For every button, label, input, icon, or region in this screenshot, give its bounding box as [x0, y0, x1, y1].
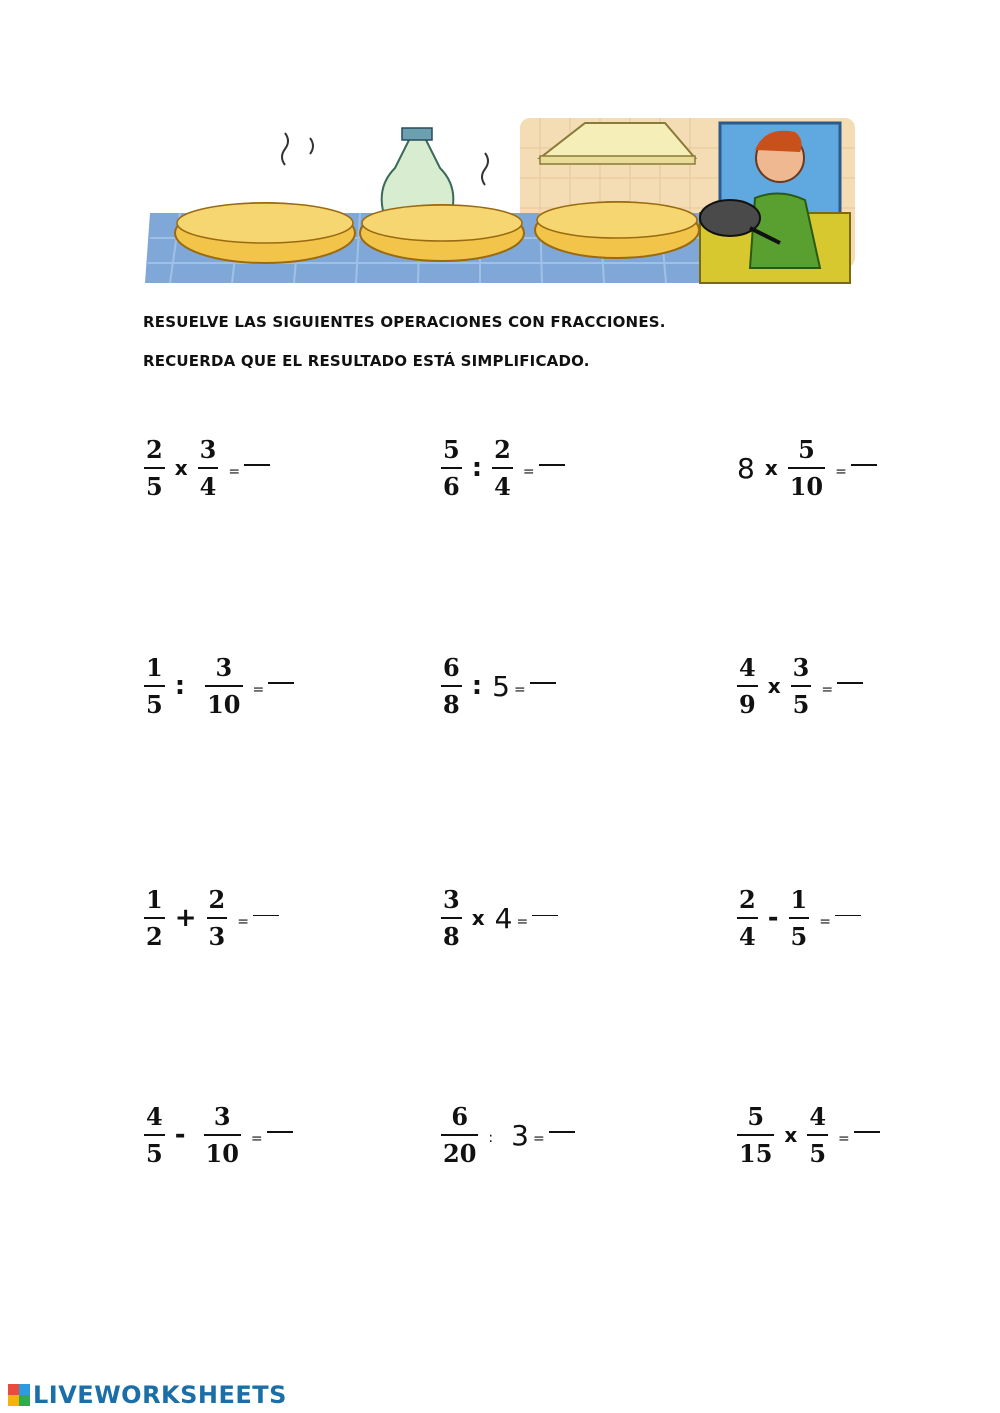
answer-line[interactable] — [532, 915, 558, 916]
fraction-b: $\frac{2}{4}$ — [494, 434, 511, 501]
answer-line[interactable] — [267, 1131, 293, 1133]
fraction-a: $\frac{5}{15}$ — [739, 1101, 773, 1168]
equals-sign: = — [513, 682, 526, 698]
fraction-a: $\frac{6}{20}$ — [443, 1101, 477, 1168]
fraction-a: $\frac{6}{8}$ — [443, 652, 460, 719]
whole-number: 4 — [494, 901, 513, 935]
operator: x — [767, 674, 781, 698]
equals-sign: = — [252, 682, 265, 698]
problem-11 — [437, 1095, 575, 1175]
problem-6 — [733, 646, 863, 726]
fraction-b: $\frac{3}{5}$ — [792, 652, 810, 719]
equals-sign: = — [228, 464, 241, 480]
answer-line[interactable] — [530, 682, 556, 684]
problem-2 — [437, 428, 565, 508]
fraction-a: $\frac{1}{2}$ — [146, 884, 163, 951]
fraction-b: $\frac{3}{4}$ — [199, 434, 217, 501]
problem-8 — [437, 878, 558, 958]
answer-line[interactable] — [253, 915, 279, 916]
operator: + — [174, 903, 197, 933]
problem-12 — [733, 1095, 880, 1175]
equals-sign: = — [250, 1131, 263, 1147]
liveworksheets-logo-icon — [8, 1384, 30, 1406]
equals-sign: = — [522, 464, 535, 480]
operator: x — [764, 456, 778, 480]
problem-1 — [140, 428, 270, 508]
answer-line[interactable] — [244, 464, 270, 466]
fraction-a: $\frac{3}{8}$ — [443, 884, 460, 951]
kitchen-illustration — [140, 118, 855, 290]
equals-sign: = — [835, 464, 847, 480]
equals-sign: = — [821, 682, 834, 698]
instruction-line-2: RECUERDA QUE EL RESULTADO ESTÁ SIMPLIFICADO. — [143, 352, 590, 370]
equals-sign: = — [532, 1131, 545, 1147]
fraction-a: $\frac{5}{6}$ — [443, 434, 460, 501]
operator: : — [471, 671, 483, 701]
answer-line[interactable] — [539, 464, 565, 466]
whole-number: 5 — [492, 669, 510, 703]
problem-3 — [733, 428, 877, 508]
answer-line[interactable] — [851, 464, 877, 466]
operator: - — [767, 903, 779, 933]
liveworksheets-logo[interactable] — [8, 1381, 287, 1409]
operator: x — [174, 456, 188, 480]
fraction-b: $\frac{5}{10}$ — [789, 434, 824, 501]
answer-line[interactable] — [835, 915, 861, 916]
operator: : — [488, 1130, 494, 1146]
problem-5 — [437, 646, 556, 726]
fraction-b: $\frac{3}{10}$ — [207, 652, 241, 719]
whole-number: 3 — [511, 1118, 529, 1152]
brand-name: LIVEWORKSHEETS — [33, 1381, 287, 1409]
operator: : — [174, 671, 186, 701]
fraction-b: $\frac{2}{3}$ — [208, 884, 226, 951]
equals-sign: = — [516, 914, 529, 930]
problem-7 — [140, 878, 279, 958]
fraction-a: $\frac{4}{5}$ — [146, 1101, 163, 1168]
answer-line[interactable] — [549, 1131, 575, 1133]
fraction-a: $\frac{1}{5}$ — [146, 652, 163, 719]
answer-line[interactable] — [854, 1131, 880, 1133]
operator: x — [784, 1123, 798, 1147]
problem-4 — [140, 646, 294, 726]
whole-number: 8 — [737, 451, 755, 485]
fraction-b: $\frac{4}{5}$ — [809, 1101, 827, 1168]
equals-sign: = — [838, 1131, 850, 1147]
instruction-line-1: RESUELVE LAS SIGUIENTES OPERACIONES CON FRACCIONES. — [143, 313, 666, 331]
fraction-b: $\frac{3}{10}$ — [205, 1101, 239, 1168]
equals-sign: = — [237, 914, 249, 930]
fraction-a: $\frac{4}{9}$ — [739, 652, 756, 719]
operator: - — [174, 1120, 186, 1150]
fraction-a: $\frac{2}{5}$ — [146, 434, 163, 501]
problem-10 — [140, 1095, 293, 1175]
answer-line[interactable] — [837, 682, 863, 684]
operator: x — [471, 906, 485, 930]
equals-sign: = — [819, 914, 831, 930]
operator: : — [471, 453, 483, 483]
fraction-a: $\frac{2}{4}$ — [739, 884, 756, 951]
problem-9 — [733, 878, 861, 958]
answer-line[interactable] — [268, 682, 294, 684]
fraction-b: $\frac{1}{5}$ — [790, 884, 808, 951]
